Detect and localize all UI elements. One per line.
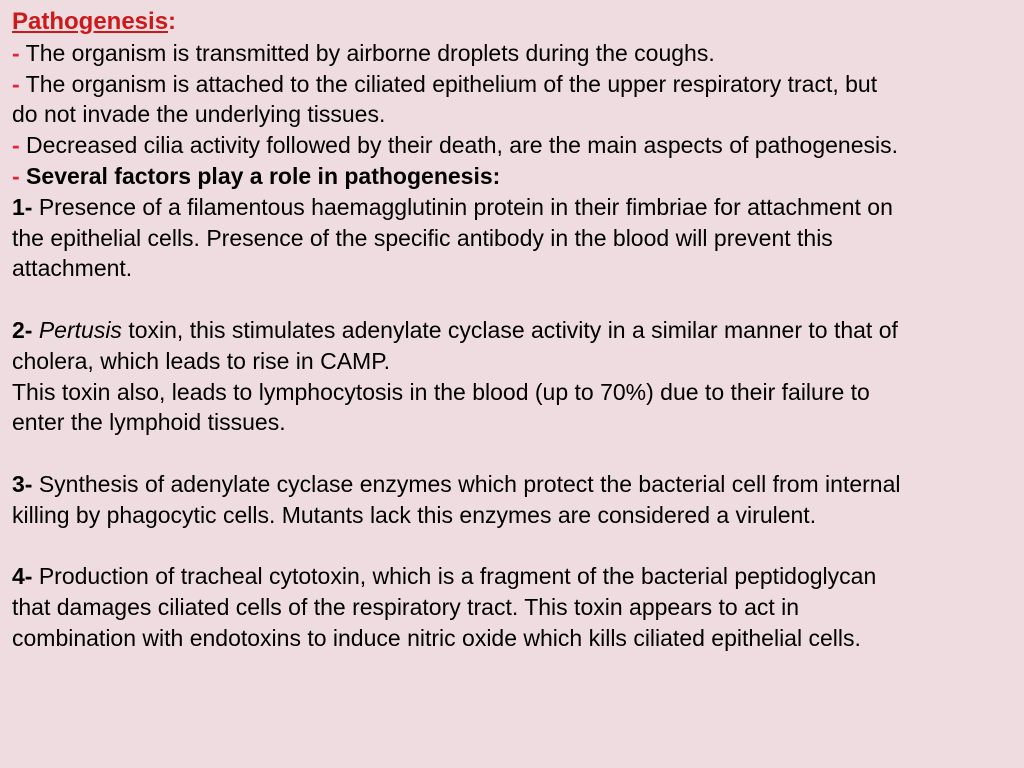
bullet-factors [12, 161, 1012, 192]
title-colon: : [168, 8, 177, 35]
factor-text: Presence of a filamentous haemagglutinin protein in their fimbriae for attachment on [32, 193, 893, 220]
title-text: Pathogenesis [12, 8, 169, 35]
spacer [12, 531, 1012, 562]
factor-4-line-2 [12, 592, 1012, 623]
factor-number: 2- [12, 316, 33, 343]
factor-text: killing by phagocytic cells. Mutants lack this enzymes are considered a virulent. [12, 501, 817, 528]
factor-1-line-3 [12, 253, 1012, 284]
slide-title [12, 8, 168, 35]
factor-3-line-2 [12, 500, 1012, 531]
factor-text: that damages ciliated cells of the respiratory tract. This toxin appears to act in [12, 594, 800, 621]
bullet-dash: - [12, 132, 20, 159]
factor-2-line-4 [12, 407, 1012, 438]
factor-1-line-1 [12, 192, 1012, 223]
factor-text: combination with endotoxins to induce nitric oxide which kills ciliated epithelial cells. [12, 624, 861, 651]
factor-text: Production of tracheal cytotoxin, which is a fragment of the bacterial peptidoglycan [32, 563, 877, 590]
bullet-heading: Several factors play a role in pathogenesis: [19, 162, 501, 189]
bullet-transmission [12, 38, 1012, 69]
factor-text: attachment. [12, 255, 133, 282]
factor-text: enter the lymphoid tissues. [12, 409, 286, 436]
factor-1-line-2 [12, 223, 1012, 254]
factor-4-line-3 [12, 623, 1012, 654]
bullet-dash: - [12, 39, 20, 66]
factor-text: cholera, which leads to rise in CAMP. [12, 347, 390, 374]
bullet-text: Decreased cilia activity followed by their death, are the main aspects of pathogenesis. [19, 132, 898, 159]
factor-text: toxin, this stimulates adenylate cyclase activity in a similar manner to that of [121, 316, 898, 343]
bullet-text: do not invade the underlying tissues. [12, 101, 386, 128]
bullet-dash: - [12, 70, 20, 97]
bullet-dash: - [12, 162, 20, 189]
factor-text: This toxin also, leads to lymphocytosis in the blood (up to 70%) due to their failure to [12, 378, 870, 405]
factor-italic-term: Pertusis [38, 316, 122, 343]
spacer [12, 438, 1012, 469]
factor-2-line-2 [12, 346, 1012, 377]
bullet-attachment [12, 69, 1012, 100]
factor-number: 4- [12, 563, 33, 590]
factor-2-line-3 [12, 377, 1012, 408]
bullet-attachment-cont [12, 99, 1012, 130]
factor-4-line-1 [12, 561, 1012, 592]
factor-number: 1- [12, 193, 33, 220]
factor-number: 3- [12, 470, 33, 497]
bullet-text: The organism is attached to the ciliated epithelium of the upper respiratory tract, but [19, 70, 878, 97]
factor-2-line-1 [12, 315, 1012, 346]
factor-text: the epithelial cells. Presence of the specific antibody in the blood will prevent this [12, 224, 833, 251]
factor-text: Synthesis of adenylate cyclase enzymes which protect the bacterial cell from internal [32, 470, 901, 497]
bullet-text: The organism is transmitted by airborne droplets during the coughs. [19, 39, 715, 66]
title-line [12, 7, 1012, 38]
bullet-cilia [12, 130, 1012, 161]
factor-3-line-1 [12, 469, 1012, 500]
spacer [12, 284, 1012, 315]
